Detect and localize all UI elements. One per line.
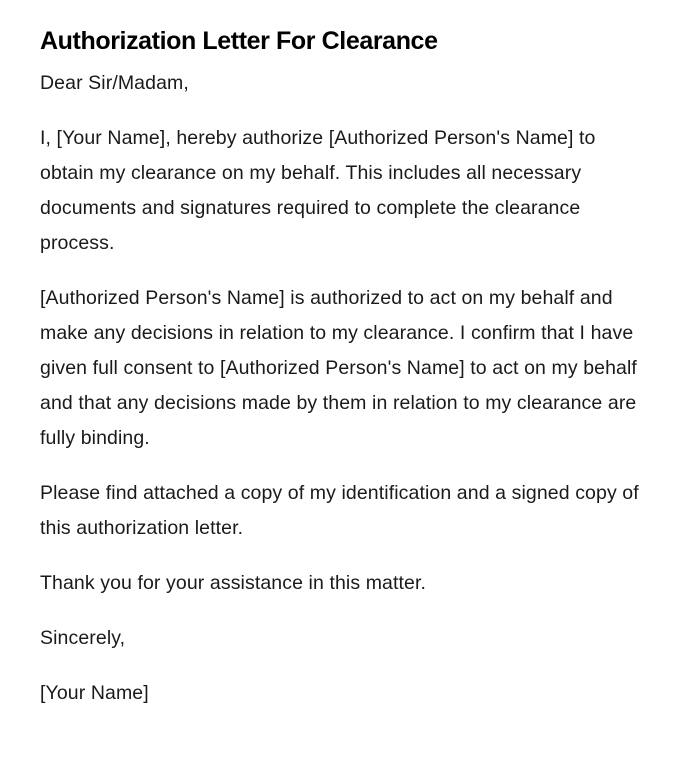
body-paragraph-attachments: Please find attached a copy of my identification and a signed copy of this authorization letter. [40,482,639,539]
body-paragraph-thanks: Thank you for your assistance in this matter. [40,572,427,594]
signature-name: [Your Name] [40,682,149,704]
document-title: Authorization Letter For Clearance [40,27,438,55]
letter-document [40,24,650,731]
salutation: Dear Sir/Madam, [40,72,189,94]
body-paragraph-consent: [Authorized Person's Name] is authorized to act on my behalf and make any decisions in relation to my clearance. I confirm that I have given full consent to [Authorized Person's Name] to act on my behalf and that any decisions made by them in relation to my clearance are fully binding. [40,287,637,449]
body-paragraph-authorization: I, [Your Name], hereby authorize [Authorized Person's Name] to obtain my clearance on my behalf. This includes all necessary documents and signatures required to complete the clearance process. [40,127,596,254]
closing: Sincerely, [40,627,126,649]
